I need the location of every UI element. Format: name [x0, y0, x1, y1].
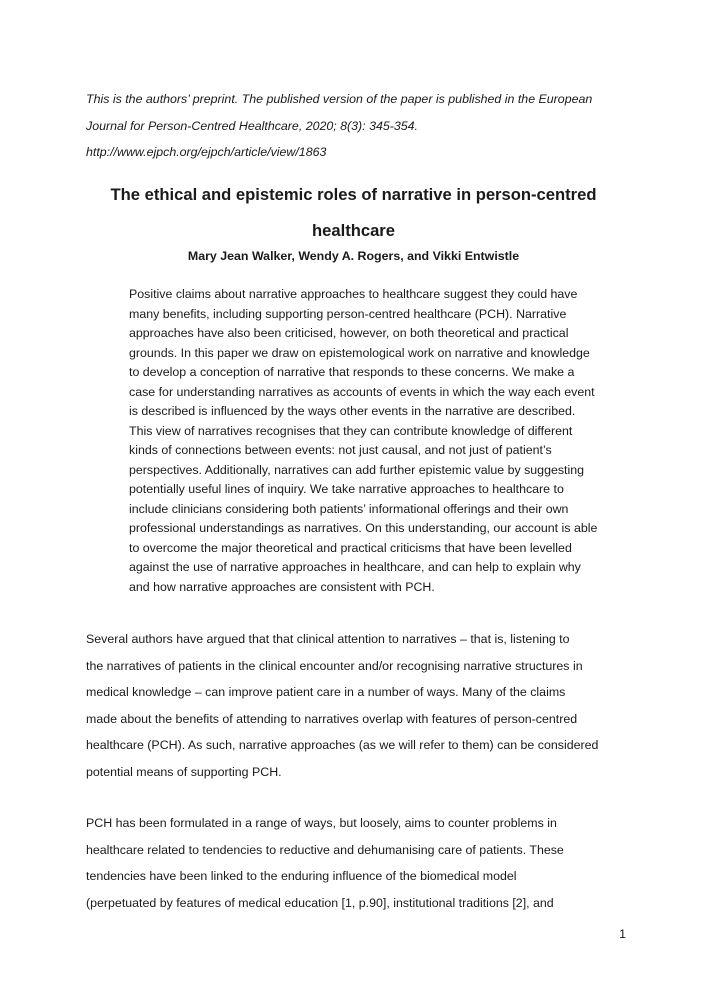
abstract-line: is described is influenced by the ways other events in the narrative are described.	[129, 404, 576, 418]
body-line: PCH has been formulated in a range of ways, but loosely, aims to counter problems in	[86, 816, 557, 830]
title-line: The ethical and epistemic roles of narrative in person-centred	[110, 185, 597, 204]
page-number: 1	[619, 927, 626, 941]
body-line: potential means of supporting PCH.	[86, 764, 282, 779]
paper-title	[60, 177, 647, 249]
preprint-line: This is the authors’ preprint. The published version of the paper is published in the European	[86, 92, 593, 106]
abstract-line: approaches have also been criticised, however, on both theoretical and practical	[129, 326, 569, 340]
abstract-line: Positive claims about narrative approaches to healthcare suggest they could have	[129, 287, 578, 301]
body-line: healthcare (PCH). As such, narrative approaches (as we will refer to them) can be considered	[86, 738, 599, 752]
body-line: medical knowledge – can improve patient care in a number of ways. Many of the claims	[86, 685, 566, 699]
abstract-line: to overcome the major theoretical and practical criticisms that have been levelled	[129, 540, 572, 555]
abstract-line: to develop a conception of narrative that responds to these concerns. We make a	[129, 365, 575, 379]
abstract-line: case for understanding narratives as accounts of events in which the way each event	[129, 384, 595, 399]
abstract-line: grounds. In this paper we draw on epistemological work on narrative and knowledge	[129, 345, 590, 360]
body-line: Several authors have argued that that clinical attention to narratives – that is, listening to	[86, 632, 570, 646]
abstract-line: perspectives. Additionally, narratives can add further epistemic value by suggesting	[129, 462, 585, 477]
abstract-line: and how narrative approaches are consistent with PCH.	[129, 579, 435, 594]
body-line: made about the benefits of attending to narratives overlap with features of person-centred	[86, 711, 578, 726]
abstract-line: kinds of connections between events: not just causal, and not just of patient’s	[129, 443, 552, 457]
body-line: tendencies have been linked to the enduring influence of the biomedical model	[86, 869, 517, 883]
abstract-line: professional understandings as narratives. On this understanding, our account is able	[129, 521, 598, 535]
body-line: (perpetuated by features of medical education [1, p.90], institutional traditions [2], and	[86, 895, 554, 910]
body-line: healthcare related to tendencies to reductive and dehumanising care of patients. These	[86, 842, 564, 857]
preprint-line: Journal for Person-Centred Healthcare, 2020; 8(3): 345-354.	[86, 118, 418, 133]
abstract-line: potentially useful lines of inquiry. We take narrative approaches to healthcare to	[129, 482, 564, 496]
body-paragraph-1	[86, 626, 646, 785]
preprint-url: http://www.ejpch.org/ejpch/article/view/1863	[86, 145, 327, 159]
abstract-line: many benefits, including supporting person-centred healthcare (PCH). Narrative	[129, 306, 567, 321]
author-list: Mary Jean Walker, Wendy A. Rogers, and Vikki Entwistle	[187, 249, 520, 263]
abstract-line: against the use of narrative approaches in healthcare, and can help to explain why	[129, 560, 581, 574]
body-paragraph-2	[86, 810, 646, 916]
abstract-line: include clinicians considering both patients’ informational offerings and their own	[129, 501, 569, 516]
abstract-line: This view of narratives recognises that they can contribute knowledge of different	[129, 423, 573, 438]
title-line: healthcare	[311, 221, 395, 240]
abstract	[129, 285, 624, 597]
body-line: the narratives of patients in the clinical encounter and/or recognising narrative structures in	[86, 658, 583, 673]
preprint-note	[86, 86, 646, 166]
